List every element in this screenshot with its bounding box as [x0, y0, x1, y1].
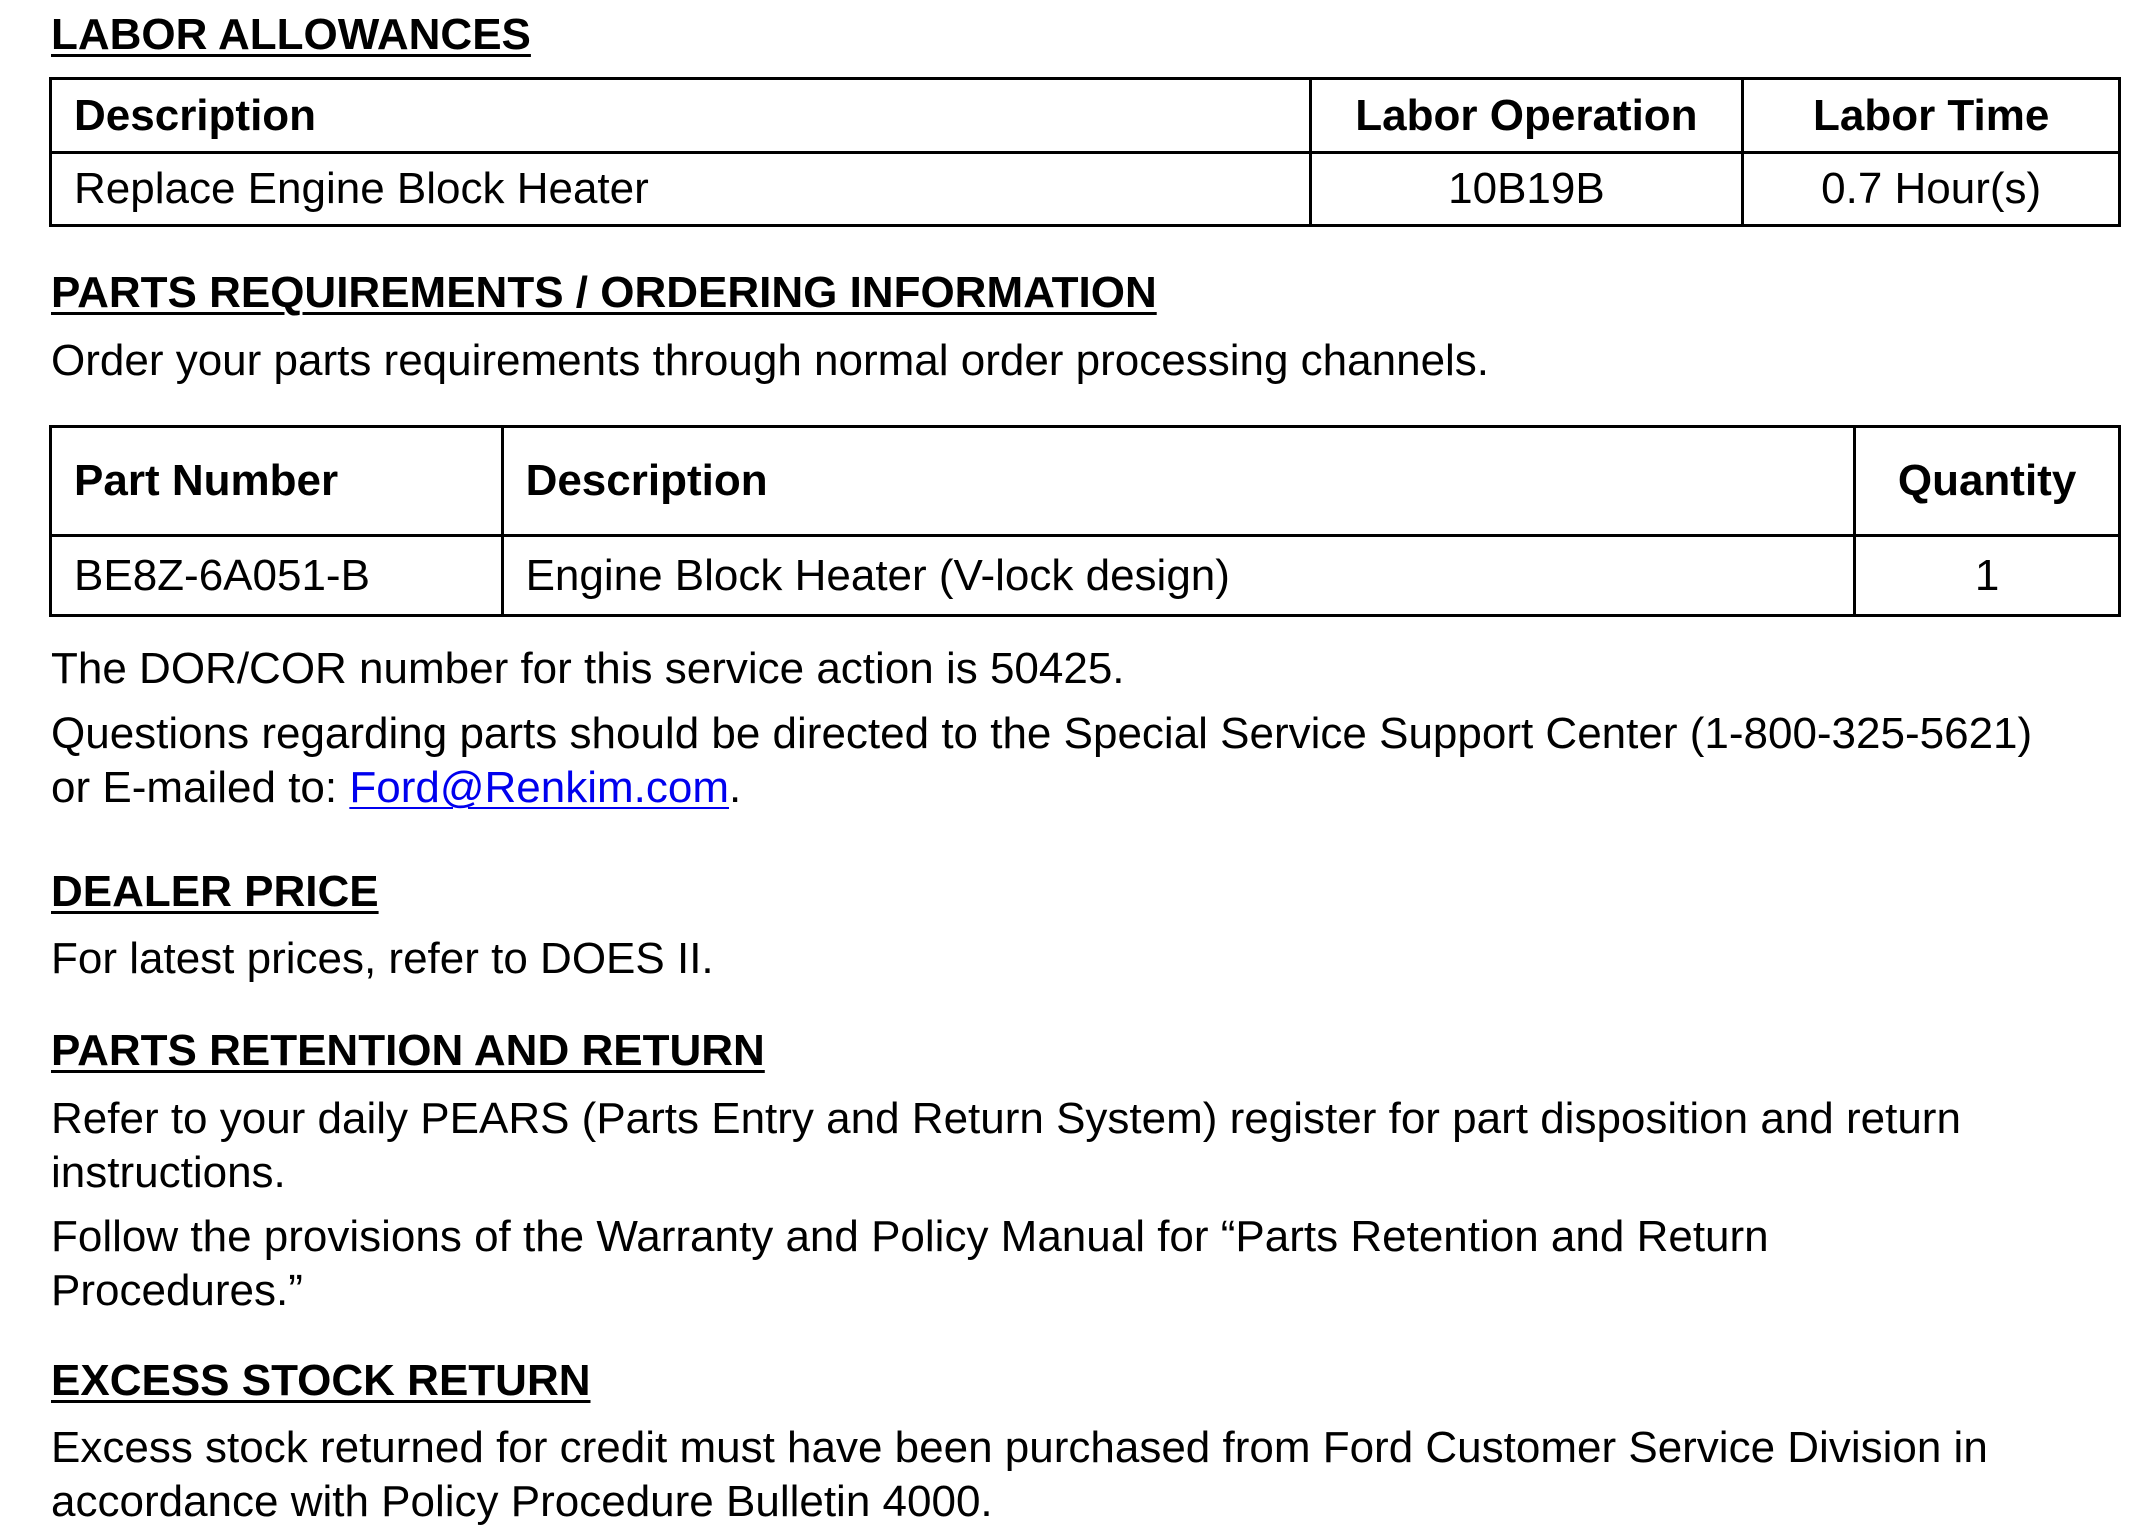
table-row [51, 153, 2120, 226]
parts-intro-text: Order your parts requirements through normal order processing channels. [51, 336, 1490, 385]
parts-retention-heading: PARTS RETENTION AND RETURN [51, 1026, 765, 1075]
part-description-cell: Engine Block Heater (V-lock design) [502, 536, 1855, 616]
labor-col-operation: Labor Operation [1310, 79, 1743, 153]
dor-cor-text: The DOR/COR number for this service action is 50425. [51, 644, 1125, 693]
retention-text-2: Follow the provisions of the Warranty and Policy Manual for “Parts Retention and Return Procedures.” [51, 1212, 1769, 1315]
labor-time-cell: 0.7 Hour(s) [1743, 153, 2120, 226]
retention-text-1: Refer to your daily PEARS (Parts Entry and Return System) register for part disposition and return instructions. [51, 1094, 1961, 1197]
parts-col-description: Description [502, 427, 1855, 536]
parts-table [49, 425, 2121, 617]
email-link[interactable]: Ford@Renkim.com [349, 763, 729, 812]
labor-col-time: Labor Time [1743, 79, 2120, 153]
labor-table [49, 77, 2121, 227]
table-row [51, 536, 2120, 616]
labor-col-description: Description [51, 79, 1311, 153]
labor-allowances-heading: LABOR ALLOWANCES [51, 10, 531, 59]
questions-suffix: . [728, 763, 742, 812]
questions-prefix: Questions regarding parts should be directed to the Special Service Support Center (1-800-325-5621) or E-mailed to: [51, 709, 2033, 812]
dealer-price-heading: DEALER PRICE [51, 867, 379, 916]
parts-questions-text [51, 707, 2071, 815]
dealer-price-text: For latest prices, refer to DOES II. [51, 934, 714, 983]
labor-table-header-row [51, 79, 2120, 153]
labor-description-cell: Replace Engine Block Heater [51, 153, 1311, 226]
labor-operation-cell: 10B19B [1310, 153, 1743, 226]
part-quantity-cell: 1 [1855, 536, 2120, 616]
parts-col-part-number: Part Number [51, 427, 503, 536]
part-number-cell: BE8Z-6A051-B [51, 536, 503, 616]
parts-requirements-heading: PARTS REQUIREMENTS / ORDERING INFORMATION [51, 268, 1157, 317]
excess-stock-heading: EXCESS STOCK RETURN [51, 1356, 591, 1405]
parts-col-quantity: Quantity [1855, 427, 2120, 536]
excess-stock-text: Excess stock returned for credit must have been purchased from Ford Customer Service Division in accordance with Policy Procedure Bulletin 4000. [51, 1423, 1988, 1526]
parts-table-header-row [51, 427, 2120, 536]
